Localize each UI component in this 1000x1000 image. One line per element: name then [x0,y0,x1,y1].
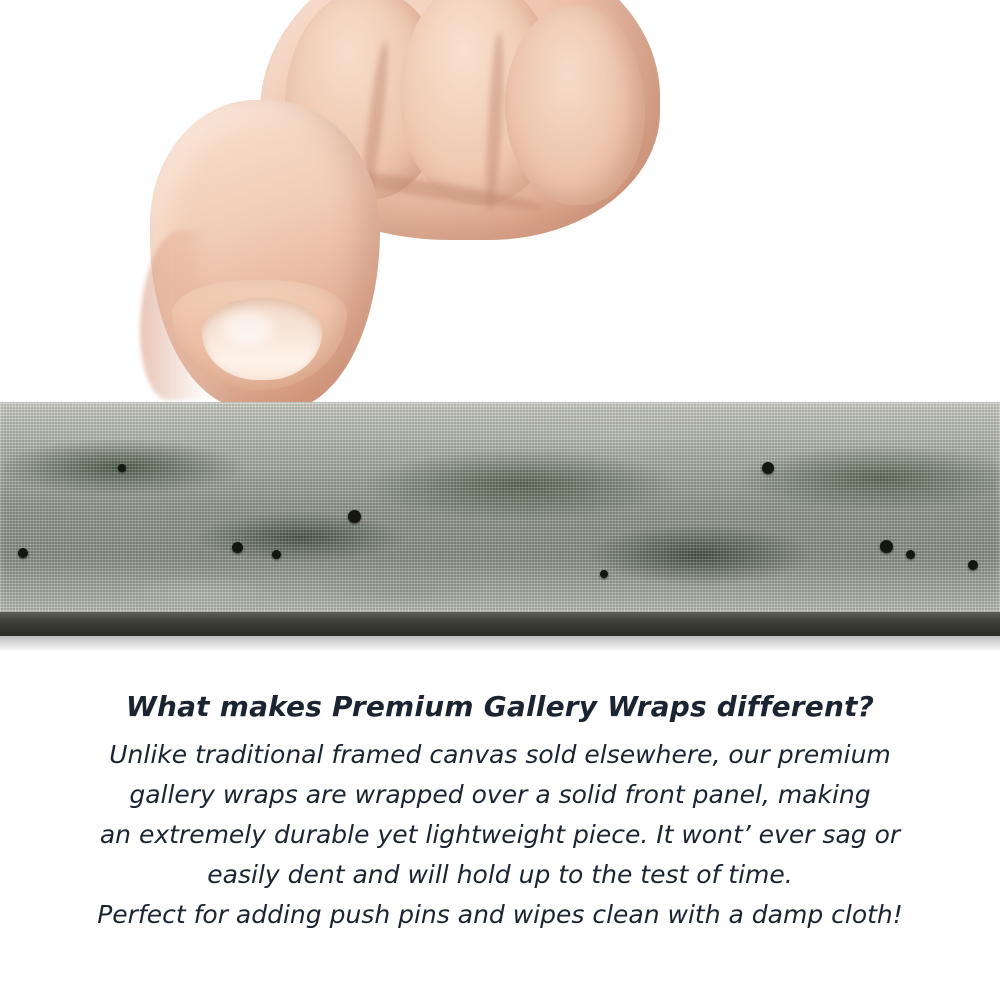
pin-hole [762,462,774,474]
canvas-edge-icon [0,402,1000,620]
pin-hole [232,542,243,553]
pin-hole [968,560,978,570]
caption-line: Unlike traditional framed canvas sold elsewhere, our premium [109,740,891,769]
caption-body [0,735,1000,935]
pin-hole [18,548,28,558]
pin-hole [118,464,126,472]
caption-line: an extremely durable yet lightweight piece. It wont’ ever sag or [99,820,901,849]
canvas-drop-shadow [0,636,1000,652]
caption-line: gallery wraps are wrapped over a solid front panel, making [129,780,871,809]
pin-hole [348,510,361,523]
caption-line: easily dent and will hold up to the test of time. [207,860,793,889]
pin-hole [600,570,608,578]
finger-ring [505,5,645,205]
caption-block [0,690,1000,935]
hand-icon [110,0,630,420]
caption-line: Perfect for adding push pins and wipes clean with a damp cloth! [97,900,903,929]
pin-hole [880,540,893,553]
canvas-weave-texture [0,402,1000,620]
pin-hole [272,550,281,559]
pin-hole [906,550,915,559]
caption-heading: What makes Premium Gallery Wraps different? [125,690,875,723]
thumbnail-highlight [222,312,274,346]
canvas-panel-edge [0,612,1000,636]
